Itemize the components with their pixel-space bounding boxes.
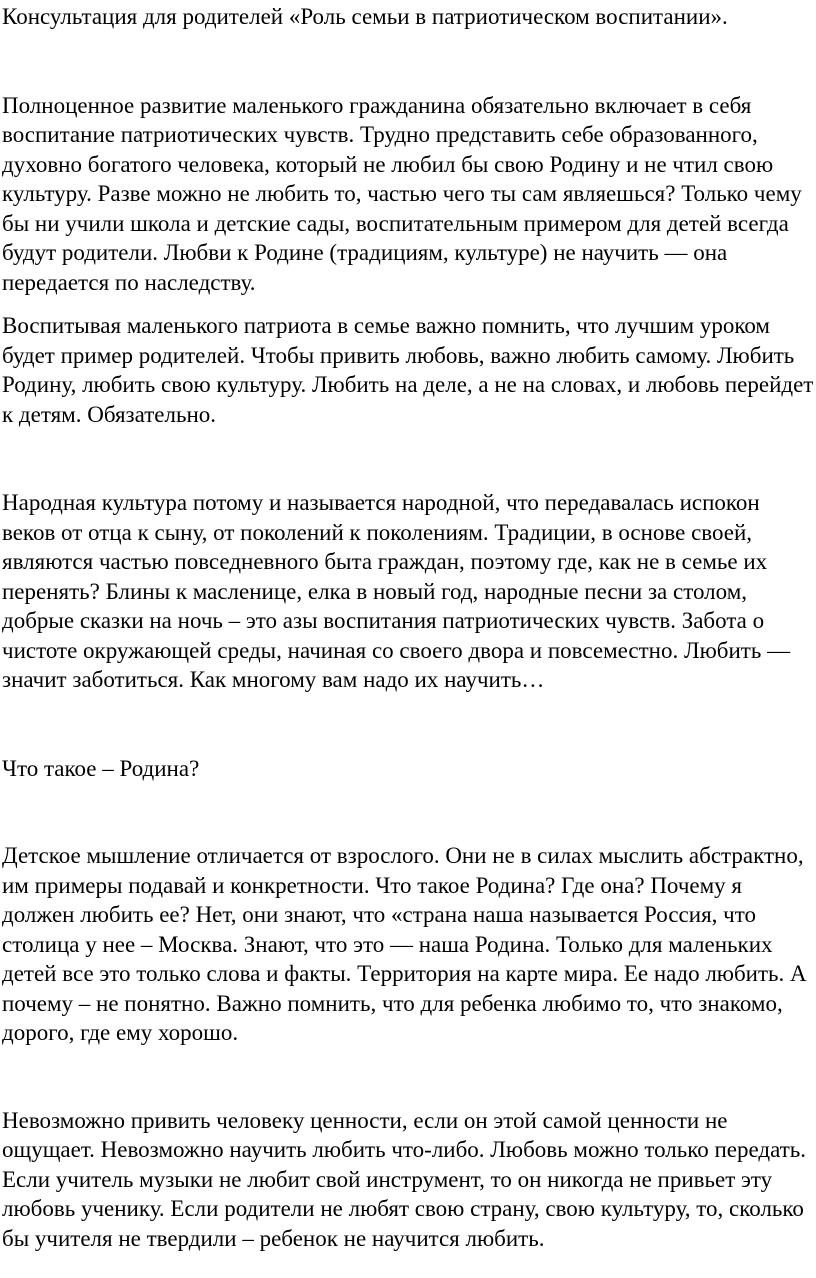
paragraph-child-thinking: Детское мышление отличается от взрослого. Они не в силах мыслить абстрактно, им примеры подавай и конкретности. Что такое Родина? Где она? Почему я должен любить ее? Нет, они знают, что «страна наша называется Россия, что столица у нее – Москва. Знают, что это — наша Родина. Только для маленьких детей все это только слова и факты. Территория на карте мира. Ее надо любить. А почему – не понятно. Важно помнить, что для ребенка любимо то, что знакомо, дорого, где ему хорошо. (2, 843, 807, 1045)
section-heading-motherland: Что такое – Родина? (2, 755, 200, 781)
paragraph-values: Невозможно привить человеку ценности, если он этой самой ценности не ощущает. Невозможно научить любить что-либо. Любовь можно только передать. Если учитель музыки не любит свой инструмент, то он никогда не привьет эту любовь ученику. Если родители не любят свою страну, свою культуру, то, сколько бы учителя не твердили – ребенок не научится любить. (2, 1107, 807, 1251)
paragraph-intro: Полноценное развитие маленького гражданина обязательно включает в себя воспитание патриотических чувств. Трудно представить себе образованного, духовно богатого человека, который не любил бы свою Родину и не чтил свою культуру. Разве можно не любить то, частью чего ты сам являешься? Только чему бы ни учили школа и детские сады, воспитательным примером для детей всегда будут родители. Любви к Родине (традициям, культуре) не научить — она передается по наследству. (2, 92, 802, 295)
document-title: Консультация для родителей «Роль семьи в патриотическом воспитании». (2, 4, 728, 29)
paragraph-folk-culture: Народная культура потому и называется народной, что передавалась испокон веков от отца к сыну, от поколений к поколениям. Традиции, в основе своей, являются частью повседневного быта граждан, поэтому где, как не в семье их перенять? Блины к масленице, елка в новый год, народные песни за столом, добрые сказки на ночь – это азы воспитания патриотических чувств. Забота о чистоте окружающей среды, начиная со своего двора и повсеместно. Любить — значит заботиться. Как многому вам надо их научить… (2, 490, 791, 692)
paragraph-parent-example: Воспитывая маленького патриота в семье важно помнить, что лучшим уроком будет пример родителей. Чтобы привить любовь, важно любить самому. Любить Родину, любить свою культуру. Любить на деле, а не на словах, и любовь перейдет к детям. Обязательно. (2, 313, 814, 427)
